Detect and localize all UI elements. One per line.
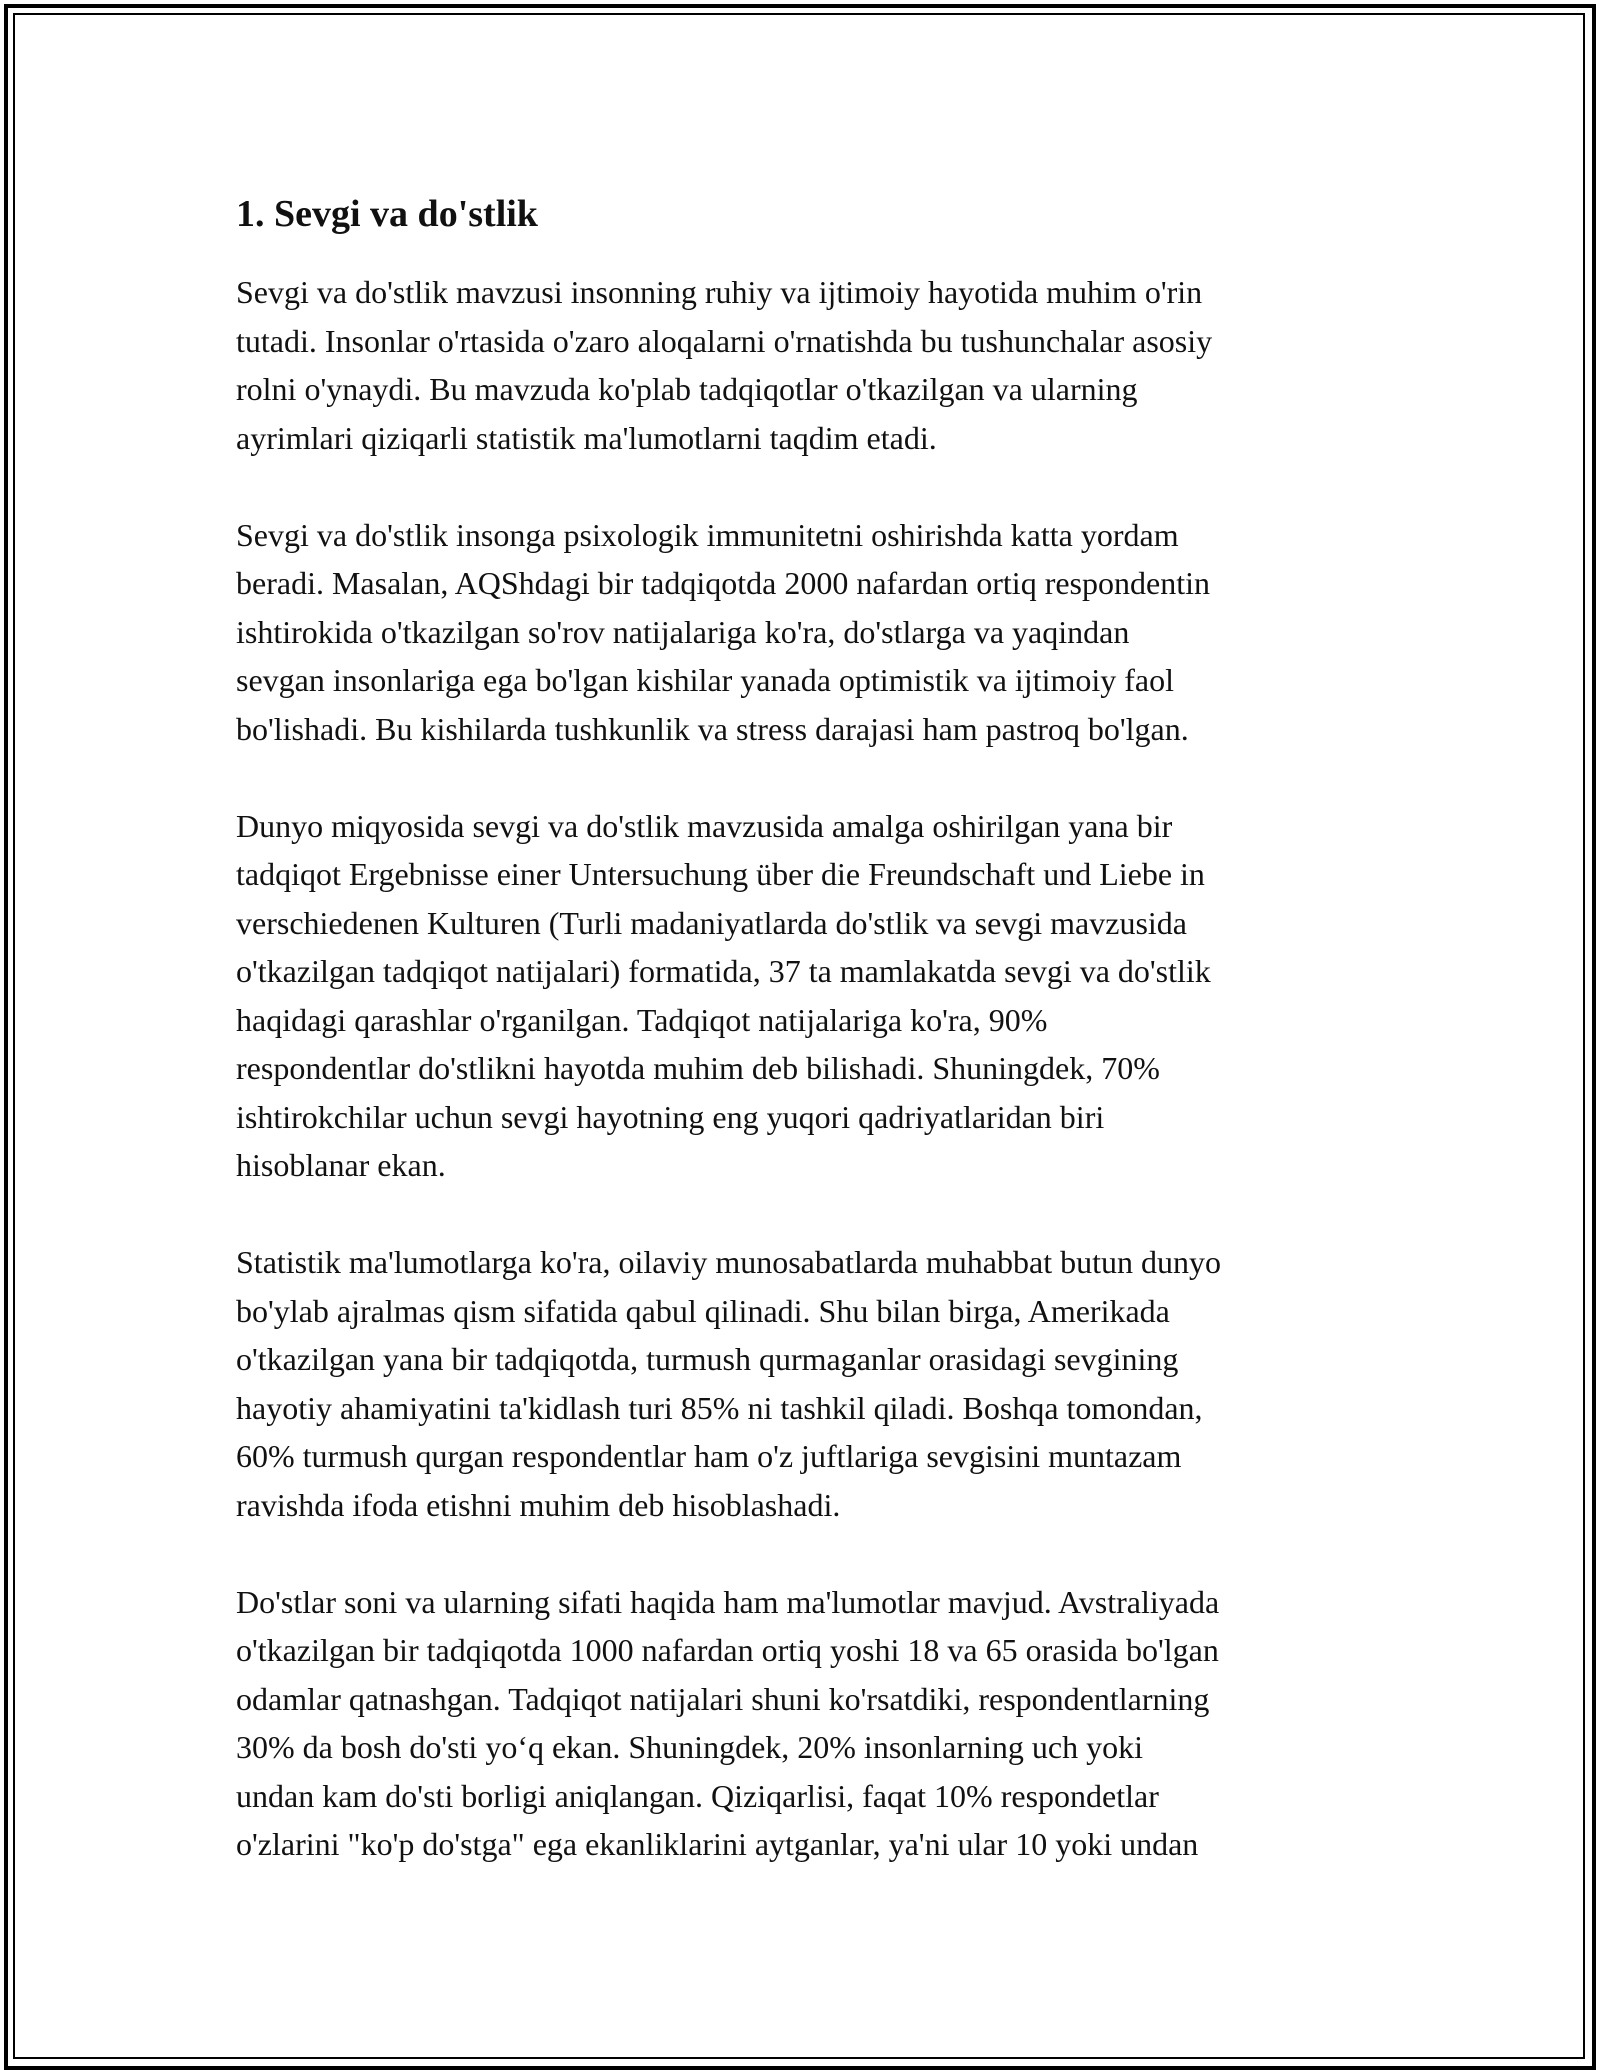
paragraph-world-study: Dunyo miqyosida sevgi va do'stlik mavzusida amalga oshirilgan yana bir tadqiqot Ergebnisse einer Untersuchung über die Freundschaft und Liebe in verschiedenen Kulturen (Turli madaniyatlarda do'stlik va sevgi mavzusida o'tkazilgan tadqiqot natijalari) formatida, 37 ta mamlakatda sevgi va do'stlik haqidagi qarashlar o'rganilgan. Tadqiqot natijalariga ko'ra, 90% respondentlar do'stlikni hayotda muhim deb bilishadi. Shuningdek, 70% ishtirokchilar uchun sevgi hayotning eng yuqori qadriyatlaridan biri hisoblanar ekan. [236,807,1211,1183]
paragraph-psychological-immunity: Sevgi va do'stlik insonga psixologik immunitetni oshirishda katta yordam beradi. Masalan, AQShdagi bir tadqiqotda 2000 nafardan ortiq respondentin ishtirokida o'tkazilgan so'rov natijalariga ko'ra, do'stlarga va yaqindan sevgan insonlariga ega bo'lgan kishilar yanada optimistik va ijtimoiy faol bo'lishadi. Bu kishilarda tushkunlik va stress darajasi ham pastroq bo'lgan. [236,516,1210,747]
paragraph-intro: Sevgi va do'stlik mavzusi insonning ruhiy va ijtimoiy hayotida muhim o'rin tutadi. Insonlar o'rtasida o'zaro aloqalarni o'rnatishda bu tushunchalar asosiy rolni o'ynaydi. Bu mavzuda ko'plab tadqiqotlar o'tkazilgan va ularning ayrimlari qiziqarli statistik ma'lumotlarni taqdim etadi. [236,274,1213,456]
paragraph-family-statistics: Statistik ma'lumotlarga ko'ra, oilaviy munosabatlarda muhabbat butun dunyo bo'ylab ajralmas qism sifatida qabul qilinadi. Shu bilan birga, Amerikada o'tkazilgan yana bir tadqiqotda, turmush qurmaganlar orasidagi sevgining hayotiy ahamiyatini ta'kidlash turi 85% ni tashkil qiladi. Boshqa tomondan, 60% turmush qurgan respondentlar ham o'z juftlariga sevgisini muntazam ravishda ifoda etishni muhim deb hisoblashadi. [236,1244,1221,1523]
section-heading: 1. Sevgi va do'stlik [236,193,538,235]
document-page [236,186,1376,1917]
paragraph-friends-count: Do'stlar soni va ularning sifati haqida ham ma'lumotlar mavjud. Avstraliyada o'tkazilgan bir tadqiqotda 1000 nafardan ortiq yoshi 18 va 65 orasida bo'lgan odamlar qatnashgan. Tadqiqot natijalari shuni ko'rsatdiki, respondentlarning 30% da bosh do'sti yo‘q ekan. Shuningdek, 20% insonlarning uch yoki undan kam do'sti borligi aniqlangan. Qiziqarlisi, faqat 10% respondetlar o'zlarini "ko'p do'stga" ega ekanliklarini aytganlar, ya'ni ular 10 yoki undan [236,1583,1220,1862]
